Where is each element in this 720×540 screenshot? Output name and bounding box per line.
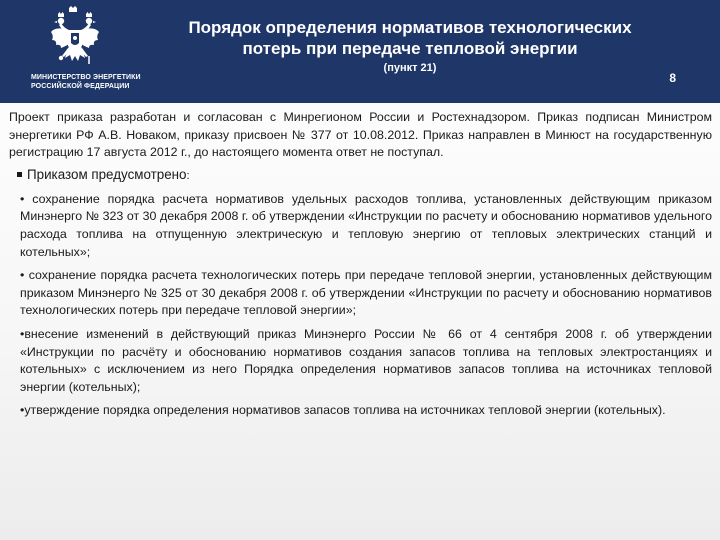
slide-content bbox=[9, 109, 712, 426]
list-item: • сохранение порядка расчета технологических потерь при передаче тепловой энергии, установленных действующим приказом Минэнерго № 325 от 30 декабря 2008 г. об утверждении «Инструкции по расчету и обоснованию нормативов технологических потерь при передаче тепловой энергии»; bbox=[20, 268, 712, 318]
list-item: • сохранение порядка расчета нормативов удельных расходов топлива, установленных действующим приказом Минэнерго № 323 от 30 декабря 2008 г. об утверждении «Инструкции по расчету и обоснованию нормативов удельного расхода топлива на отпущенную электрическую и тепловую энергию от тепловых электрических станций и котельных»; bbox=[20, 191, 712, 259]
intro-paragraph: Проект приказа разработан и согласован с Минрегионом России и Ростехнадзором. Приказ подписан Министром энергетики РФ А.В. Новаком, приказу присвоен № 377 от 10.08.2012. Приказ направлен в Минюст на государственную регистрацию 17 августа 2012 г., до настоящего момента ответ не поступал. bbox=[9, 110, 712, 160]
provides-heading: Приказом предусмотрено bbox=[27, 166, 187, 182]
provides-colon: : bbox=[186, 169, 190, 182]
page-title: Порядок определения нормативов технологических потерь при передаче тепловой энергии bbox=[188, 18, 632, 58]
page-subtitle: (пункт 21) bbox=[383, 62, 437, 74]
list-item: •утверждение порядка определения нормативов запасов топлива на источниках тепловой энергии (котельных). bbox=[20, 403, 666, 418]
provides-heading-line bbox=[17, 166, 712, 185]
square-bullet-icon bbox=[17, 172, 22, 177]
page-number: 8 bbox=[669, 71, 676, 85]
ministry-name: МИНИСТЕРСТВО ЭНЕРГЕТИКИ РОССИЙСКОЙ ФЕДЕРАЦИИ bbox=[31, 74, 141, 90]
list-item: •внесение изменений в действующий приказ Минэнерго России № 66 от 4 сентября 2008 г. об утверждении «Инструкции по расчёту и обоснованию нормативов создания запасов топлива на тепловых электростанциях и котельных» с исключением из него Порядка определения нормативов запасов топлива на источниках тепловой энергии (котельных); bbox=[20, 326, 712, 394]
slide-header bbox=[0, 0, 720, 103]
double-headed-eagle-emblem-icon bbox=[50, 6, 100, 70]
